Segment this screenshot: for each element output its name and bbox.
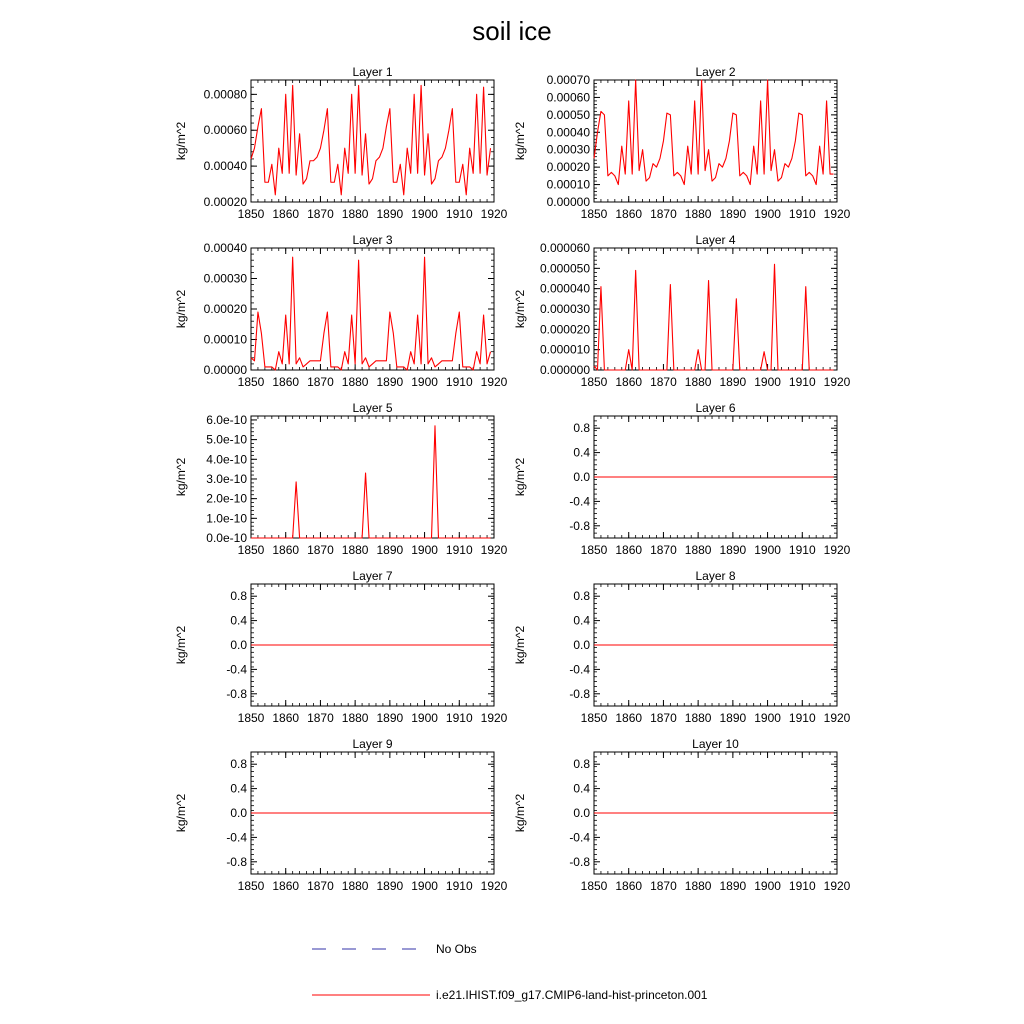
y-tick-label: 0.0e-10 [206,531,247,545]
x-tick-label: 1870 [650,375,677,389]
y-tick-label: 0.000000 [539,363,590,377]
legend-label-model: i.e21.IHIST.f09_g17.CMIP6-land-hist-princeton.001 [436,988,708,1002]
panel-title: Layer 9 [352,737,393,751]
x-tick-label: 1920 [823,543,851,557]
x-tick-label: 1860 [272,879,300,893]
x-tick-label: 1850 [237,207,265,221]
y-tick-label: 0.00020 [203,302,247,316]
y-tick-label: -0.8 [569,518,590,533]
series-line [594,264,834,370]
x-tick-label: 1850 [580,375,608,389]
panel-9 [174,737,508,893]
y-tick-label: -0.8 [569,686,590,701]
y-tick-label: 0.000020 [539,322,590,337]
y-axis-label: kg/m^2 [513,457,527,497]
x-tick-label: 1890 [719,543,747,557]
x-tick-label: 1850 [237,711,265,725]
x-tick-label: 1900 [411,711,438,725]
y-tick-label: 0.0 [573,806,590,820]
y-tick-label: 0.00060 [203,123,247,138]
x-tick-label: 1900 [411,207,438,221]
x-tick-label: 1870 [650,879,677,893]
panel-title: Layer 5 [352,401,393,415]
y-tick-label: 0.000030 [539,302,590,316]
y-tick-label: 0.00040 [546,125,590,140]
series-line [594,80,834,185]
x-tick-label: 1860 [272,207,300,221]
y-tick-label: 0.000040 [539,281,590,296]
x-tick-label: 1920 [480,711,508,725]
x-tick-label: 1910 [788,879,816,893]
x-tick-label: 1880 [341,207,369,221]
x-tick-label: 1880 [341,543,369,557]
x-tick-label: 1880 [341,879,369,893]
panel-8 [513,569,851,725]
panel-7 [174,569,508,725]
panel-4 [513,233,851,389]
y-tick-label: 0.00050 [546,107,590,122]
x-tick-label: 1870 [650,543,677,557]
y-tick-label: 3.0e-10 [206,471,247,486]
x-tick-label: 1850 [580,879,608,893]
x-tick-label: 1860 [272,711,300,725]
panel-2 [513,65,851,221]
x-tick-label: 1890 [376,543,404,557]
x-tick-label: 1850 [237,375,265,389]
y-tick-label: 0.00060 [546,90,590,105]
x-tick-label: 1920 [480,879,508,893]
x-tick-label: 1860 [615,879,643,893]
y-tick-label: 0.000010 [539,342,590,357]
plot-frame [251,248,494,370]
x-tick-label: 1880 [684,711,712,725]
x-tick-label: 1920 [480,375,508,389]
x-tick-label: 1920 [823,207,851,221]
y-tick-label: 2.0e-10 [206,491,247,506]
x-tick-label: 1890 [719,207,747,221]
y-tick-label: 5.0e-10 [206,432,247,447]
x-tick-label: 1890 [376,711,404,725]
x-tick-label: 1910 [445,375,473,389]
y-tick-label: 0.000060 [539,241,590,255]
x-tick-label: 1910 [788,375,816,389]
y-axis-label: kg/m^2 [174,121,188,161]
y-tick-label: 0.00040 [203,241,247,255]
y-axis-label: kg/m^2 [174,625,188,665]
panel-title: Layer 7 [352,569,393,583]
x-tick-label: 1860 [615,375,643,389]
y-tick-label: 6.0e-10 [206,412,247,427]
x-tick-label: 1850 [237,543,265,557]
y-axis-label: kg/m^2 [513,625,527,665]
panel-title: Layer 4 [695,233,736,247]
x-tick-label: 1860 [272,543,300,557]
y-tick-label: 0.0 [230,638,247,652]
y-tick-label: -0.4 [569,494,590,509]
x-tick-label: 1890 [376,879,404,893]
x-tick-label: 1910 [445,207,473,221]
figure-title: soil ice [472,16,552,46]
x-tick-label: 1880 [341,375,369,389]
series-line [251,85,491,194]
panel-5 [174,401,508,557]
x-tick-label: 1900 [754,879,781,893]
y-tick-label: 1.0e-10 [206,511,247,526]
x-tick-label: 1900 [411,543,438,557]
y-tick-label: 0.00020 [546,160,590,175]
x-tick-label: 1880 [684,879,712,893]
y-tick-label: 0.00000 [546,195,590,209]
x-tick-label: 1900 [754,711,781,725]
x-tick-label: 1850 [580,543,608,557]
y-tick-label: -0.8 [569,854,590,869]
x-tick-label: 1850 [580,711,608,725]
x-tick-label: 1870 [307,711,334,725]
panel-title: Layer 6 [695,401,736,415]
y-tick-label: 0.00040 [203,159,247,174]
x-tick-label: 1900 [411,879,438,893]
x-tick-label: 1910 [445,543,473,557]
x-tick-label: 1860 [615,711,643,725]
y-tick-label: 0.00010 [203,332,247,347]
x-tick-label: 1870 [307,879,334,893]
panel-10 [513,737,851,893]
x-tick-label: 1910 [445,711,473,725]
x-tick-label: 1910 [788,543,816,557]
y-axis-label: kg/m^2 [513,121,527,161]
panel-title: Layer 8 [695,569,736,583]
x-tick-label: 1880 [341,711,369,725]
legend-label-no-obs: No Obs [436,942,477,956]
y-axis-label: kg/m^2 [513,289,527,329]
y-tick-label: 0.00010 [546,177,590,192]
x-tick-label: 1890 [719,711,747,725]
x-tick-label: 1920 [823,879,851,893]
panel-3 [174,233,508,389]
y-tick-label: 0.8 [573,757,590,772]
y-tick-label: 0.8 [573,421,590,436]
x-tick-label: 1890 [719,375,747,389]
y-tick-label: 0.00070 [546,73,590,87]
x-tick-label: 1860 [615,543,643,557]
y-tick-label: 0.4 [573,613,590,628]
x-tick-label: 1870 [307,207,334,221]
x-tick-label: 1870 [650,207,677,221]
y-tick-label: -0.4 [226,662,247,677]
x-tick-label: 1920 [823,375,851,389]
x-tick-label: 1920 [823,711,851,725]
y-tick-label: 0.0 [573,638,590,652]
x-tick-label: 1880 [684,543,712,557]
x-tick-label: 1870 [307,543,334,557]
x-tick-label: 1900 [754,543,781,557]
y-tick-label: 0.4 [230,613,247,628]
y-axis-label: kg/m^2 [513,793,527,833]
x-tick-label: 1880 [684,207,712,221]
x-tick-label: 1850 [237,879,265,893]
y-tick-label: -0.8 [226,854,247,869]
y-tick-label: 0.8 [230,757,247,772]
plot-frame [251,416,494,538]
x-tick-label: 1890 [719,879,747,893]
x-tick-label: 1890 [376,207,404,221]
x-tick-label: 1890 [376,375,404,389]
panel-title: Layer 1 [352,65,393,79]
y-tick-label: 0.00020 [203,195,247,209]
panel-1 [174,65,508,221]
x-tick-label: 1870 [307,375,334,389]
y-tick-label: 0.0 [573,470,590,484]
y-tick-label: 0.4 [573,445,590,460]
y-tick-label: 0.4 [230,781,247,796]
series-line [251,257,491,370]
x-tick-label: 1860 [615,207,643,221]
panel-title: Layer 2 [695,65,736,79]
x-tick-label: 1900 [411,375,438,389]
panel-title: Layer 3 [352,233,393,247]
y-tick-label: 0.00080 [203,87,247,102]
y-tick-label: 0.00030 [203,271,247,286]
y-tick-label: -0.4 [569,662,590,677]
series-line [251,426,491,538]
y-tick-label: 0.8 [230,589,247,604]
y-tick-label: -0.4 [226,830,247,845]
x-tick-label: 1900 [754,207,781,221]
plot-frame [594,248,837,370]
y-tick-label: 0.00000 [203,363,247,377]
x-tick-label: 1920 [480,543,508,557]
y-tick-label: 0.8 [573,589,590,604]
y-axis-label: kg/m^2 [174,457,188,497]
y-tick-label: 4.0e-10 [206,452,247,467]
x-tick-label: 1880 [684,375,712,389]
y-tick-label: 0.00030 [546,142,590,157]
y-tick-label: 0.000050 [539,261,590,276]
panel-title: Layer 10 [692,737,739,751]
y-axis-label: kg/m^2 [174,289,188,329]
x-tick-label: 1850 [580,207,608,221]
y-tick-label: -0.4 [569,830,590,845]
y-tick-label: 0.4 [573,781,590,796]
x-tick-label: 1910 [445,879,473,893]
x-tick-label: 1910 [788,207,816,221]
panel-6 [513,401,851,557]
x-tick-label: 1900 [754,375,781,389]
x-tick-label: 1870 [650,711,677,725]
y-tick-label: 0.0 [230,806,247,820]
y-axis-label: kg/m^2 [174,793,188,833]
x-tick-label: 1860 [272,375,300,389]
x-tick-label: 1920 [480,207,508,221]
x-tick-label: 1910 [788,711,816,725]
y-tick-label: -0.8 [226,686,247,701]
